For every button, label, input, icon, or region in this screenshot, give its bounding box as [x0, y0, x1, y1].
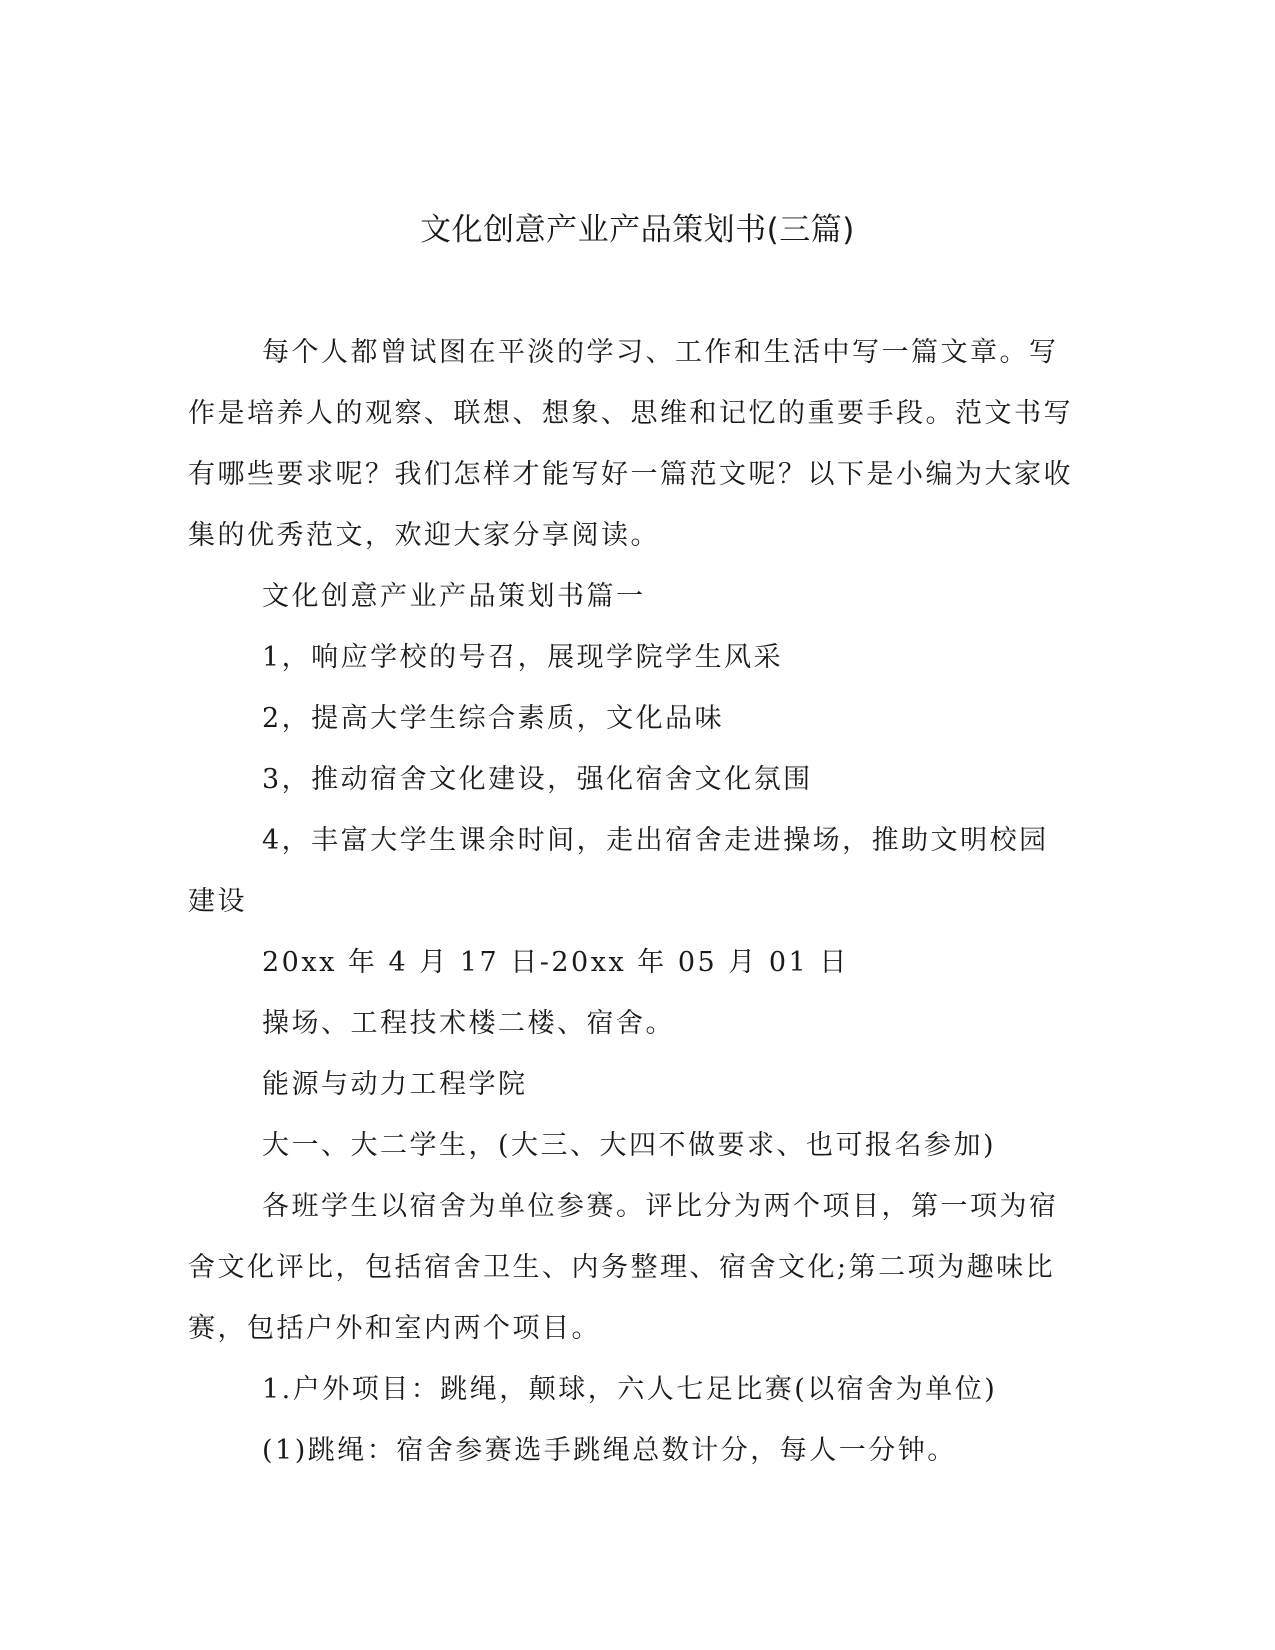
- organizer: 能源与动力工程学院: [262, 1069, 528, 1100]
- document-title: 文化创意产业产品策划书(三篇): [420, 212, 855, 248]
- outdoor-items: 1.户外项目：跳绳，颠球，六人七足比赛(以宿舍为单位): [262, 1374, 998, 1405]
- event-date: 20xx 年 4 月 17 日-20xx 年 05 月 01 日: [262, 947, 849, 978]
- competition-description: 各班学生以宿舍为单位参赛。评比分为两个项目，第一项为宿舍文化评比，包括宿舍卫生、内务整理、宿舍文化;第二项为趣味比赛，包括户外和室内两个项目。: [188, 1191, 1059, 1344]
- jump-rope-rule: (1)跳绳：宿舍参赛选手跳绳总数计分，每人一分钟。: [262, 1435, 957, 1466]
- event-location: 操场、工程技术楼二楼、宿舍。: [262, 1008, 675, 1039]
- goal-item-3: 3，推动宿舍文化建设，强化宿舍文化氛围: [262, 764, 813, 795]
- goal-item-1: 1，响应学校的号召，展现学院学生风采: [262, 642, 784, 673]
- participants: 大一、大二学生，(大三、大四不做要求、也可报名参加): [262, 1130, 997, 1161]
- intro-paragraph: 每个人都曾试图在平淡的学习、工作和生活中写一篇文章。写作是培养人的观察、联想、想象、思维和记忆的重要手段。范文书写有哪些要求呢？我们怎样才能写好一篇范文呢？以下是小编为大家收集的优秀范文，欢迎大家分享阅读。: [188, 337, 1073, 551]
- goal-item-2: 2，提高大学生综合素质，文化品味: [262, 703, 725, 734]
- goal-item-4: 4，丰富大学生课余时间，走出宿舍走进操场，推助文明校园建设: [188, 825, 1049, 917]
- section-heading: 文化创意产业产品策划书篇一: [262, 581, 646, 612]
- document-body: [188, 322, 1078, 1481]
